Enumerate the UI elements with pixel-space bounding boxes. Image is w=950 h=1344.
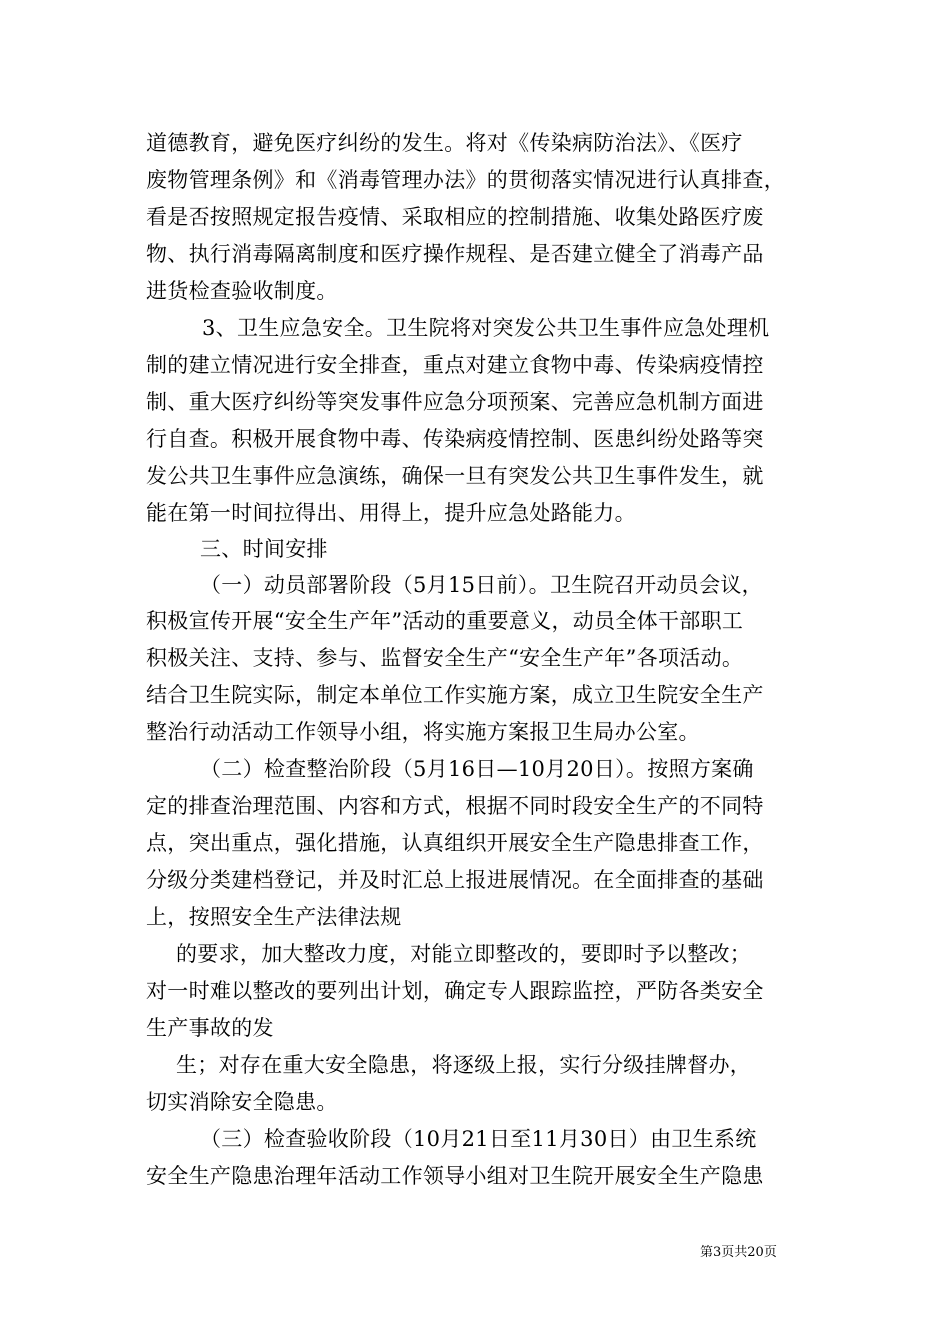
text-line: 的要求，加大整改力度，对能立即整改的，要即时予以整改；	[176, 942, 752, 966]
text-line: 制的建立情况进行安全排查，重点对建立食物中毒、传染病疫情控	[146, 353, 764, 377]
text-line: 整治行动活动工作领导小组，将实施方案报卫生局办公室。	[146, 720, 700, 744]
text-line: 对一时难以整改的要列出计划，确定专人跟踪监控，严防各类安全	[146, 979, 764, 1003]
text-line: 生；对存在重大安全隐患，将逐级上报，实行分级挂牌督办，	[176, 1053, 752, 1077]
text-line: 物、执行消毒隔离制度和医疗操作规程、是否建立健全了消毒产品	[146, 242, 764, 266]
text-line: 生产事故的发	[146, 1016, 274, 1040]
text-line: 上，按照安全生产法律法规	[146, 905, 402, 929]
text-line: 积极关注、支持、参与、监督安全生产“安全生产年”各项活动。	[146, 646, 744, 670]
text-line: 分级分类建档登记，并及时汇总上报进展情况。在全面排查的基础	[146, 868, 764, 892]
text-line: 3、卫生应急安全。卫生院将对突发公共卫生事件应急处理机	[202, 316, 770, 340]
page-number: 第3页共20页	[700, 1245, 777, 1260]
text-line: （一）动员部署阶段（5月15日前）。卫生院召开动员会议，	[200, 573, 763, 597]
text-line: 结合卫生院实际，制定本单位工作实施方案，成立卫生院安全生产	[146, 683, 764, 707]
text-line: （三）检查验收阶段（10月21日至11月30日）由卫生系统	[200, 1127, 757, 1151]
section-heading: 三、时间安排	[200, 537, 328, 561]
text-line: 点，突出重点，强化措施，认真组织开展安全生产隐患排查工作，	[146, 831, 764, 855]
text-line: 能在第一时间拉得出、用得上，提升应急处路能力。	[146, 501, 636, 525]
text-line: 制、重大医疗纠纷等突发事件应急分项预案、完善应急机制方面进	[146, 390, 764, 414]
text-line: 积极宣传开展“安全生产年”活动的重要意义，动员全体干部职工	[146, 609, 744, 633]
text-line: 看是否按照规定报告疫情、采取相应的控制措施、收集处路医疗废	[146, 205, 764, 229]
text-line: 进货检查验收制度。	[146, 279, 338, 303]
text-line: 切实消除安全隐患。	[146, 1090, 338, 1114]
text-line: 发公共卫生事件应急演练，确保一旦有突发公共卫生事件发生，就	[146, 464, 764, 488]
text-line: （二）检查整治阶段（5月16日—10月20日）。按照方案确	[200, 757, 754, 781]
text-line: 行自查。积极开展食物中毒、传染病疫情控制、医患纠纷处路等突	[146, 427, 764, 451]
text-line: 定的排查治理范围、内容和方式，根据不同时段安全生产的不同特	[146, 794, 764, 818]
text-line: 废物管理条例》和《消毒管理办法》的贯彻落实情况进行认真排查，	[146, 168, 785, 192]
text-line: 安全生产隐患治理年活动工作领导小组对卫生院开展安全生产隐患	[146, 1164, 764, 1188]
text-line: 道德教育，避免医疗纠纷的发生。将对《传染病防治法》、《医疗	[146, 131, 743, 155]
